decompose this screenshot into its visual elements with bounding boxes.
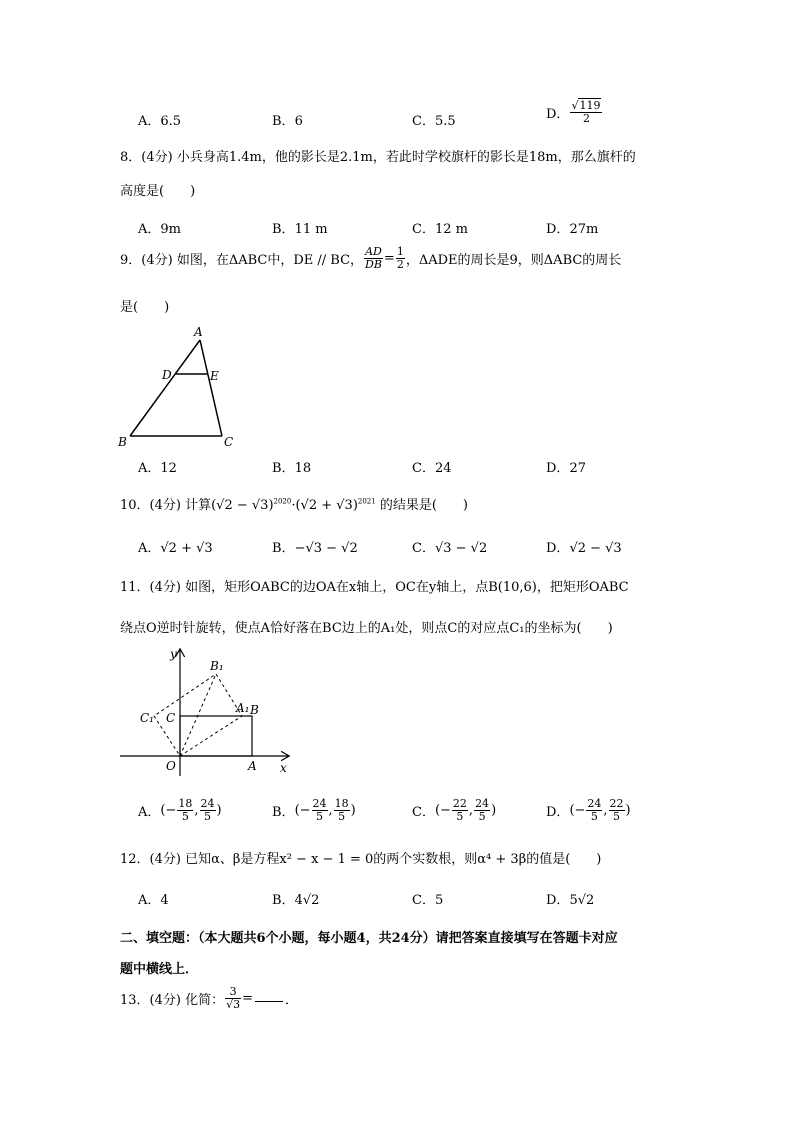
q11-option-b: B．(− $\frac{24}{5}$ , $\frac{18}{5}$ ) bbox=[272, 797, 356, 823]
q11-line2: 绕点O逆时针旋转，使点A恰好落在BC边上的A₁处，则点C的对应点C₁的坐标为( ) bbox=[120, 621, 613, 636]
q8-line1: 8．(4分) 小兵身高1.4m，他的影长是2.1m，若此时学校旗杆的影长是18m，那么旗杆的 bbox=[120, 150, 636, 165]
section2-heading-line2: 题中横线上． bbox=[120, 962, 199, 977]
q9-option-b: B．18 bbox=[272, 461, 312, 476]
q11-option-a: A．(− $\frac{18}{5}$ , $\frac{24}{5}$ ) bbox=[138, 797, 222, 823]
q8-option-b: B．11 m bbox=[272, 222, 328, 237]
q8-option-a: A．9m bbox=[138, 222, 181, 237]
label-y: y bbox=[170, 647, 177, 661]
q12-question: 12．(4分) 已知α、β是方程x² − x − 1 = 0的两个实数根，则α⁴ + 3β的值是( ) bbox=[120, 852, 602, 867]
q7-option-a: A．6.5 bbox=[138, 114, 182, 129]
q10-option-b: B．−√3 − √2 bbox=[272, 541, 358, 556]
label-c: C bbox=[224, 435, 234, 449]
label-b: B bbox=[118, 435, 127, 449]
q11-line1: 11．(4分) 如图，矩形OABC的边OA在x轴上，OC在y轴上，点B(10,6)，把矩形OABC bbox=[120, 580, 629, 595]
label-o: O bbox=[166, 759, 176, 773]
triangle-side-ab bbox=[130, 340, 200, 436]
q7-option-b: B．6 bbox=[272, 114, 303, 129]
q9-line2: 是( ) bbox=[120, 300, 170, 315]
section2-heading-line1: 二、填空题：（本大题共6个小题，每小题4，共24分）请把答案直接填写在答题卡对应 bbox=[120, 931, 618, 946]
q8-line2: 高度是( ) bbox=[120, 184, 196, 199]
q12-option-b: B．4√2 bbox=[272, 893, 320, 908]
q13-question: 13．(4分) 化简： $\frac{3}{√3}$ = ． bbox=[120, 985, 299, 1011]
q8-option-c: C．12 m bbox=[412, 222, 468, 237]
label-b1: B₁ bbox=[210, 659, 224, 673]
label-a: A bbox=[248, 759, 257, 773]
label-c: C bbox=[166, 711, 176, 725]
q11-coordinate-figure bbox=[118, 644, 298, 780]
q11-option-c: C．(− $\frac{22}{5}$ , $\frac{24}{5}$ ) bbox=[412, 797, 497, 823]
label-e: E bbox=[210, 369, 219, 383]
q9-option-c: C．24 bbox=[412, 461, 452, 476]
label-d: D bbox=[162, 368, 172, 382]
q9-option-d: D．27 bbox=[546, 461, 586, 476]
q9-line1: 9．(4分) 如图，在ΔABC中，DE // BC， $\frac{AD}{DB}$ = $\frac{1}{2}$ ，ΔADE的周长是9，则ΔABC的周长 bbox=[120, 245, 622, 271]
q9-triangle-figure bbox=[112, 322, 242, 452]
q10-option-a: A．√2 + √3 bbox=[138, 541, 213, 556]
label-b: B bbox=[250, 703, 259, 717]
q12-option-a: A．4 bbox=[138, 893, 169, 908]
q10-option-c: C．√3 − √2 bbox=[412, 541, 488, 556]
triangle-side-ac bbox=[200, 340, 222, 436]
q12-option-c: C．5 bbox=[412, 893, 444, 908]
q10-question: 10．(4分) 计算$(√2 - √3)^{2020}\cdot(√2 + √3)^{2021}$ 的结果是( ) bbox=[120, 497, 468, 513]
q9-option-a: A．12 bbox=[138, 461, 177, 476]
q7-option-c: C．5.5 bbox=[412, 114, 456, 129]
label-a1: A₁ bbox=[236, 701, 250, 715]
q7-option-d: D． $\frac{√119}{2}$ bbox=[546, 99, 601, 125]
q12-option-d: D．5√2 bbox=[546, 893, 595, 908]
rectangle-oabc bbox=[180, 716, 252, 756]
label-c1: C₁ bbox=[140, 711, 154, 725]
label-a: A bbox=[194, 325, 203, 339]
q8-option-d: D．27m bbox=[546, 222, 599, 237]
label-x: x bbox=[280, 761, 287, 775]
q11-option-d: D．(− $\frac{24}{5}$ , $\frac{22}{5}$ ) bbox=[546, 797, 631, 823]
q10-option-d: D．√2 − √3 bbox=[546, 541, 622, 556]
answer-blank[interactable] bbox=[255, 989, 283, 1002]
